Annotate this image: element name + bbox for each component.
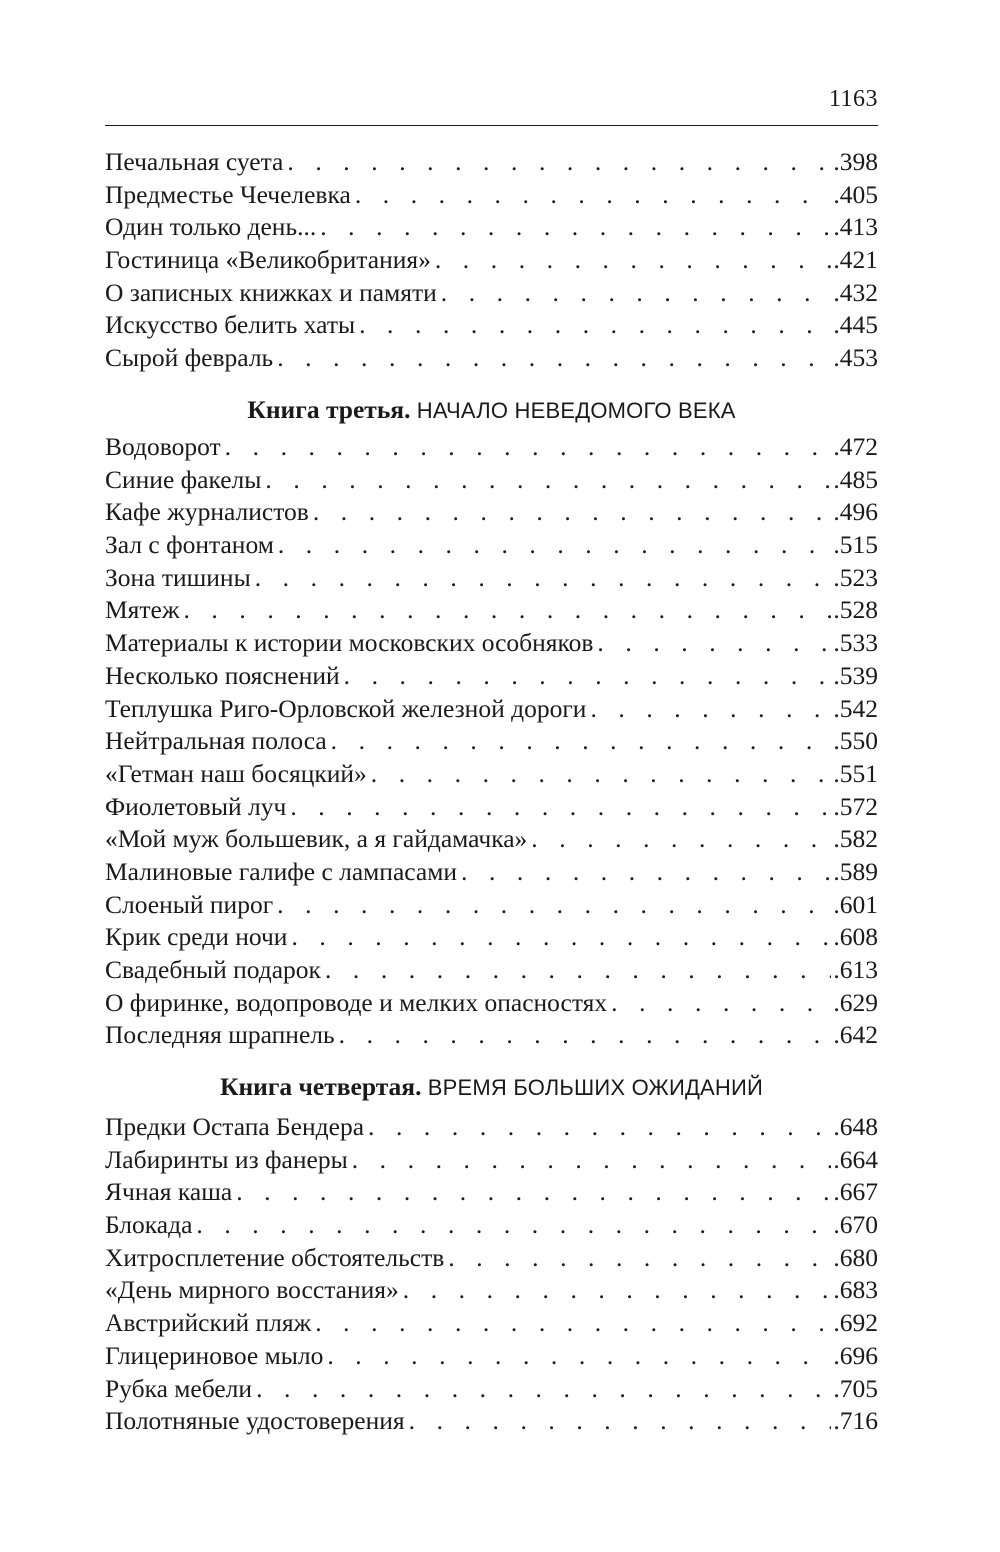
toc-entry [105, 342, 878, 375]
toc-entry [105, 987, 878, 1020]
toc-entry [105, 1242, 878, 1275]
toc-entry-page: .667 [833, 1177, 878, 1207]
toc-entry-title: Теплушка Риго-Орловской железной дороги [105, 693, 587, 723]
toc-dot-leader [179, 594, 831, 627]
toc-entry-title: Материалы к истории московских особняков [105, 628, 594, 658]
toc-section-continued [105, 146, 878, 375]
toc-entry-title: «Мой муж большевик, а я гайдамачка» [105, 824, 528, 854]
toc-dot-leader [405, 1405, 832, 1438]
toc-entry [105, 1405, 878, 1438]
toc-entry [105, 309, 878, 342]
toc-list [105, 431, 878, 1052]
toc-entry-page: .692 [833, 1308, 878, 1338]
toc-dot-leader [252, 1373, 831, 1406]
toc-entry-title: Австрийский пляж [105, 1308, 312, 1338]
toc-entry-page: .533 [833, 628, 878, 658]
toc-entry [105, 1111, 878, 1144]
book-heading-label: Книга четвертая. [219, 1072, 422, 1101]
toc-dot-leader [351, 179, 832, 212]
toc-entry-title: О записных книжках и памяти [105, 277, 437, 307]
toc-dot-leader [340, 660, 832, 693]
toc-entry-page: .515 [833, 530, 878, 560]
toc-entry [105, 791, 878, 824]
toc-entry-title: Малиновые галифе с лампасами [105, 856, 458, 886]
toc-entry-title: Водоворот [105, 432, 221, 461]
toc-entry-title: Полотняные удостоверения [105, 1406, 405, 1436]
toc-entry-page: .705 [833, 1373, 878, 1403]
page-number: 1163 [828, 86, 878, 112]
toc-entry-page: .589 [833, 856, 878, 886]
toc-entry [105, 660, 878, 693]
toc-entry [105, 1373, 878, 1406]
toc-entry-title: Один только день... [105, 212, 317, 242]
toc-dot-leader [527, 823, 831, 856]
book-heading-title: НАЧАЛО НЕВЕДОМОГО ВЕКА [410, 398, 736, 423]
toc-dot-leader [607, 987, 831, 1020]
toc-entry-title: Печальная суета [105, 147, 284, 176]
toc-list [105, 1111, 878, 1438]
toc-entry-page: .613 [833, 955, 878, 984]
toc-entry [105, 627, 878, 660]
toc-entry [105, 889, 878, 922]
toc-dot-leader [273, 342, 831, 375]
toc-entry-page: .413 [833, 212, 878, 242]
toc-entry-title: Лабиринты из фанеры [105, 1144, 348, 1174]
toc-entry-title: Кафе журналистов [105, 497, 309, 527]
toc-list [105, 146, 878, 375]
toc-dot-leader [335, 1019, 832, 1052]
toc-entry [105, 954, 878, 987]
toc-entry [105, 1209, 878, 1242]
toc-entry [105, 431, 878, 464]
toc-entry [105, 211, 878, 244]
toc-section-book-four [105, 1111, 878, 1438]
toc-entry [105, 758, 878, 791]
toc-entry [105, 594, 878, 627]
toc-entry [105, 244, 878, 277]
toc-entry-title: Зона тишины [105, 562, 251, 592]
toc-entry-title: Свадебный подарок [105, 955, 321, 984]
toc-dot-leader [593, 627, 831, 660]
toc-entry-page: .528 [833, 595, 878, 625]
toc-entry-page: .642 [833, 1020, 878, 1050]
toc-entry [105, 856, 878, 889]
toc-entry-page: .680 [833, 1242, 878, 1272]
toc-entry-page: .683 [833, 1275, 878, 1305]
toc-entry-title: Мятеж [105, 595, 180, 625]
toc-entry [105, 921, 878, 954]
toc-entry-page: .432 [833, 277, 878, 307]
toc-entry-page: .716 [833, 1406, 878, 1436]
toc-entry-title: Слоеный пирог [105, 889, 274, 919]
toc-entry [105, 1307, 878, 1340]
toc-entry-title: Ячная каша [105, 1177, 233, 1207]
toc-entry [105, 1019, 878, 1052]
toc-entry-title: Рубка мебели [105, 1373, 253, 1403]
toc-entry-title: Зал с фонтаном [105, 530, 274, 560]
toc-dot-leader [431, 244, 832, 277]
toc-section-book-three [105, 431, 878, 1052]
toc-entry-title: О фиринке, водопроводе и мелких опасностях [105, 987, 608, 1017]
toc-dot-leader [364, 1111, 831, 1144]
toc-entry-page: .421 [833, 245, 878, 275]
toc-dot-leader [287, 921, 831, 954]
toc-entry-title: Несколько пояснений [105, 660, 340, 690]
toc-entry-page: .572 [833, 791, 878, 821]
toc-entry-page: .670 [833, 1210, 878, 1240]
toc-entry [105, 464, 878, 497]
toc-entry [105, 1144, 878, 1177]
toc-entry-page: .629 [833, 987, 878, 1017]
toc-entry-page: .496 [833, 497, 878, 527]
toc-entry-page: .601 [833, 889, 878, 919]
toc-dot-leader [261, 464, 831, 497]
toc-entry [105, 823, 878, 856]
toc-dot-leader [323, 1340, 831, 1373]
toc-entry-title: Предки Остапа Бендера [105, 1112, 365, 1141]
toc-dot-leader [437, 277, 832, 310]
toc-dot-leader [444, 1242, 831, 1275]
toc-dot-leader [273, 889, 831, 922]
toc-entry-title: Искусство белить хаты [105, 310, 356, 340]
toc-entry-page: .551 [833, 758, 878, 788]
toc-dot-leader [316, 211, 831, 244]
toc-entry-page: .539 [833, 660, 878, 690]
toc-entry [105, 1176, 878, 1209]
toc-entry-title: Гостиница «Великобритания» [105, 245, 431, 275]
toc-dot-leader [274, 529, 832, 562]
toc-dot-leader [327, 725, 832, 758]
toc-entry-page: .542 [833, 693, 878, 723]
toc-entry-title: Последняя шрапнель [105, 1020, 335, 1050]
toc-entry-page: .485 [833, 464, 878, 494]
toc-entry-title: Крик среди ночи [105, 922, 288, 952]
toc-entry-page: .648 [833, 1112, 878, 1141]
toc-dot-leader [232, 1176, 831, 1209]
toc-entry [105, 529, 878, 562]
toc-entry-page: .523 [833, 562, 878, 592]
toc-entry-page: .453 [833, 343, 878, 373]
toc-entry [105, 496, 878, 529]
toc-entry-title: Фиолетовый луч [105, 791, 287, 821]
toc-entry-title: «Гетман наш босяцкий» [105, 758, 367, 788]
toc-entry-page: .472 [833, 432, 878, 461]
toc-entry [105, 277, 878, 310]
toc-dot-leader [355, 309, 831, 342]
book-heading-title: ВРЕМЯ БОЛЬШИХ ОЖИДАНИЙ [421, 1075, 764, 1100]
toc-entry-page: .664 [833, 1144, 878, 1174]
book-heading-four [105, 1070, 878, 1104]
toc-dot-leader [283, 146, 831, 179]
toc-entry-title: Предместье Чечелевка [105, 179, 351, 209]
book-heading-three [105, 393, 878, 427]
toc-entry-title: Сырой февраль [105, 343, 274, 373]
toc-entry [105, 1340, 878, 1373]
toc-dot-leader [586, 693, 831, 726]
toc-dot-leader [221, 431, 832, 464]
toc-entry-page: .696 [833, 1340, 878, 1370]
toc-dot-leader [286, 791, 831, 824]
toc-entry-title: Нейтральная полоса [105, 726, 327, 756]
toc-entry-page: .608 [833, 922, 878, 952]
toc-dot-leader [321, 954, 831, 987]
toc-dot-leader [311, 1307, 831, 1340]
toc-entry [105, 562, 878, 595]
toc-entry [105, 146, 878, 179]
toc-entry-title: «День мирного восстания» [105, 1275, 399, 1305]
toc-entry-page: .398 [833, 147, 878, 176]
toc-dot-leader [367, 758, 832, 791]
toc-entry-page: .405 [833, 179, 878, 209]
header-rule [105, 125, 878, 126]
toc-dot-leader [399, 1274, 832, 1307]
toc-entry-page: .550 [833, 726, 878, 756]
toc-entry [105, 693, 878, 726]
toc-entry-page: .445 [833, 310, 878, 340]
book-heading-label: Книга третья. [247, 395, 411, 424]
toc-dot-leader [457, 856, 831, 889]
toc-entry-page: .582 [833, 824, 878, 854]
toc-entry [105, 179, 878, 212]
toc-dot-leader [192, 1209, 831, 1242]
toc-entry-title: Блокада [105, 1210, 193, 1240]
toc-entry [105, 725, 878, 758]
toc-entry-title: Хитросплетение обстоятельств [105, 1242, 445, 1272]
toc-dot-leader [309, 496, 832, 529]
toc-entry-title: Синие факелы [105, 464, 262, 494]
toc-entry-title: Глицериновое мыло [105, 1340, 324, 1370]
toc-dot-leader [251, 562, 832, 595]
toc-dot-leader [348, 1144, 832, 1177]
toc-entry [105, 1274, 878, 1307]
